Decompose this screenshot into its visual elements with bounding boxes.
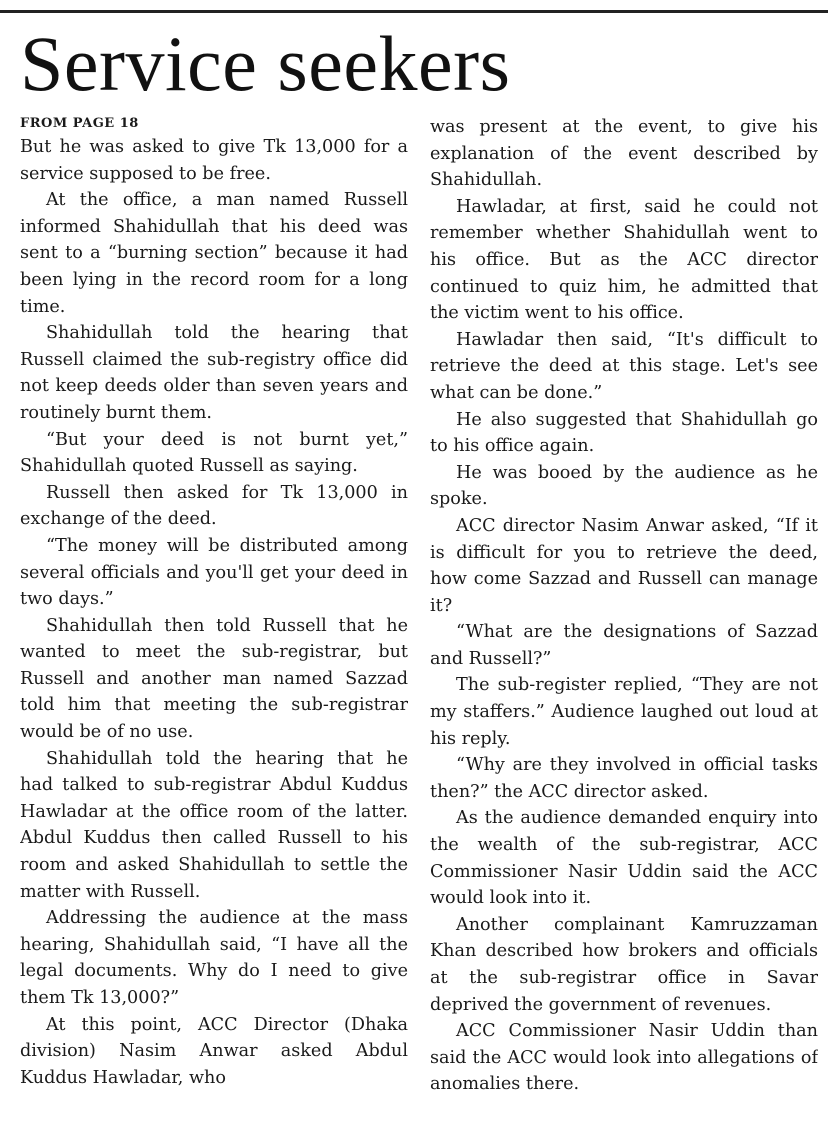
left-column <box>20 114 408 1144</box>
paragraph: The sub-register replied, “They are not my staffers.” Audience laughed out loud at his reply. <box>430 675 818 749</box>
paragraph: Shahidullah then told Russell that he wanted to meet the sub-registrar, but Russell and another man named Sazzad told him that meeting the sub-registrar would be of no use. <box>20 615 408 743</box>
paragraph: “The money will be distributed among several officials and you'll get your deed in two days.” <box>20 535 408 610</box>
paragraph: Addressing the audience at the mass hearing, Shahidullah said, “I have all the legal documents. Why do I need to give them Tk 13,000?” <box>20 908 408 1008</box>
paragraph: Russell then asked for Tk 13,000 in exchange of the deed. <box>20 482 408 530</box>
paragraph: ACC director Nasim Anwar asked, “If it is difficult for you to retrieve the deed, how come Sazzad and Russell can manage it? <box>430 515 818 616</box>
headline: Service seekers <box>20 20 511 107</box>
paragraph: At the office, a man named Russell informed Shahidullah that his deed was sent to a “burning section” because it had been lying in the record room for a long time. <box>20 190 408 317</box>
right-column <box>430 114 818 1144</box>
paragraph: “But your deed is not burnt yet,” Shahidullah quoted Russell as saying. <box>20 429 408 477</box>
paragraph: ACC Commissioner Nasir Uddin than said the ACC would look into allegations of anomalies there. <box>430 1021 818 1095</box>
paragraph: Hawladar then said, “It's difficult to retrieve the deed at this stage. Let's see what can be done.” <box>430 329 818 403</box>
paragraph: “What are the designations of Sazzad and Russell?” <box>430 622 818 669</box>
paragraph: Shahidullah told the hearing that he had talked to sub-registrar Abdul Kuddus Hawladar at the office room of the latter. Abdul Kuddus then called Russell to his room and asked Shahidullah to settle the matter with Russell. <box>20 748 408 902</box>
paragraph: Shahidullah told the hearing that Russell claimed the sub-registry office did not keep deeds older than seven years and routinely burnt them. <box>20 323 408 423</box>
paragraph: But he was asked to give Tk 13,000 for a service supposed to be free. <box>20 137 408 184</box>
paragraph: Another complainant Kamruzzaman Khan described how brokers and officials at the sub-registrar office in Savar deprived the government of revenues. <box>430 914 818 1015</box>
paragraph: He also suggested that Shahidullah go to his office again. <box>430 409 818 457</box>
paragraph: Hawladar, at first, said he could not remember whether Shahidullah went to his office. But as the ACC director continued to quiz him, he admitted that the victim went to his office. <box>430 196 818 324</box>
paragraph: He was booed by the audience as he spoke. <box>430 462 818 510</box>
top-rule <box>0 10 828 13</box>
paragraph: was present at the event, to give his explanation of the event described by Shahidullah. <box>430 117 818 191</box>
paragraph: “Why are they involved in official tasks then?” the ACC director asked. <box>430 755 818 802</box>
kicker-from-page: FROM PAGE 18 <box>20 116 139 131</box>
paragraph: As the audience demanded enquiry into the wealth of the sub-registrar, ACC Commissioner Nasir Uddin said the ACC would look into it. <box>430 808 818 909</box>
paragraph: At this point, ACC Director (Dhaka division) Nasim Anwar asked Abdul Kuddus Hawladar, who <box>20 1014 408 1088</box>
